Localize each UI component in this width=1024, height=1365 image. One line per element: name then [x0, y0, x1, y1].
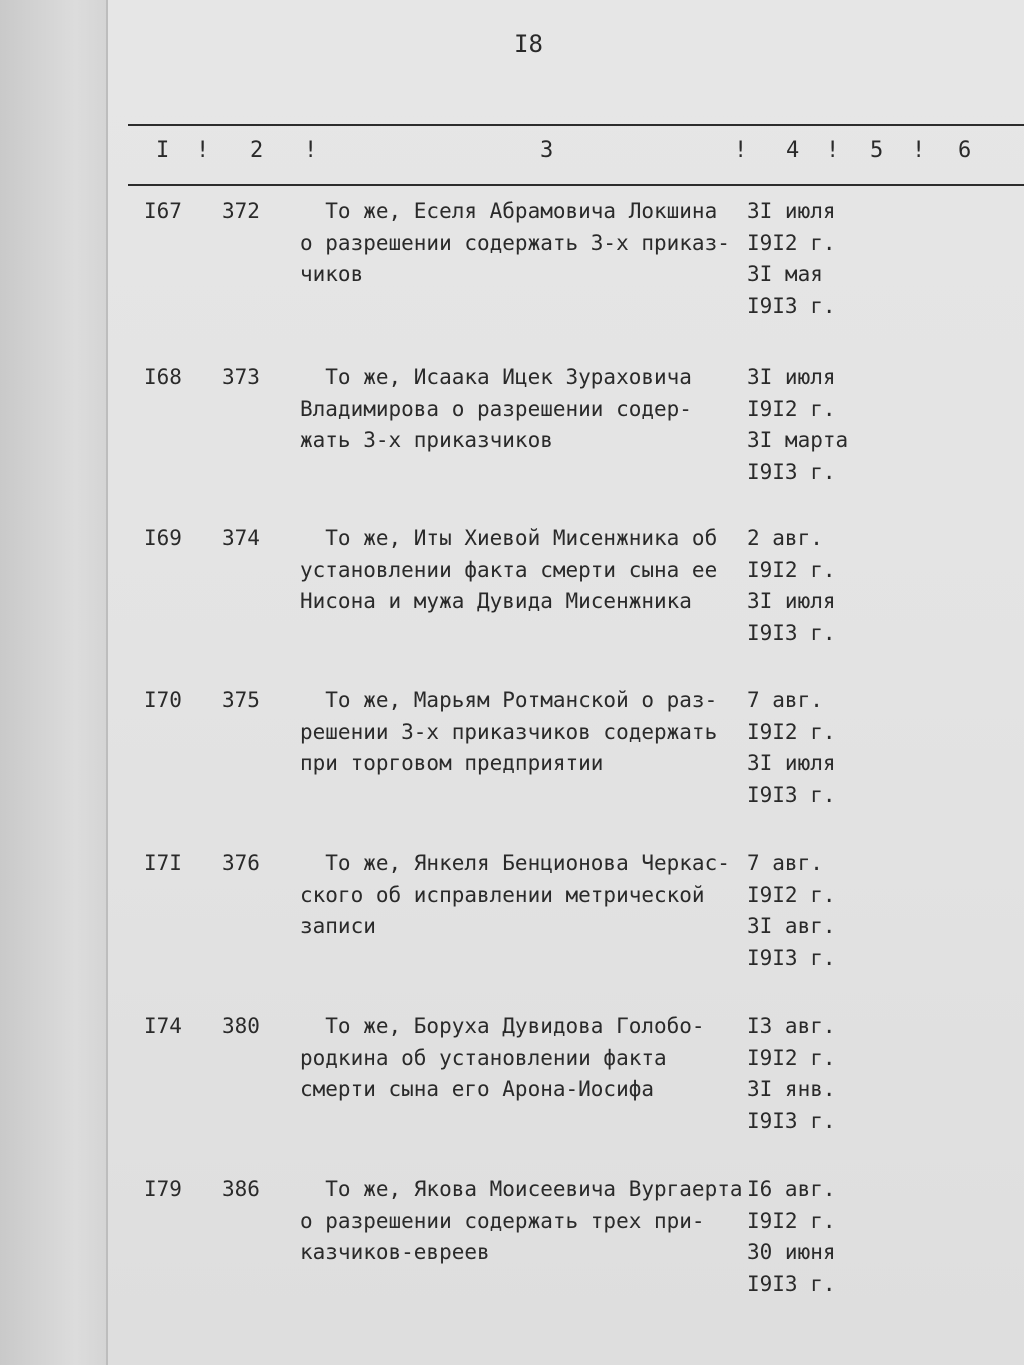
date-line: I3 авг.: [747, 1014, 836, 1038]
date-line: I9I3 г.: [747, 1108, 836, 1133]
row-description: [300, 523, 750, 618]
page-number: I8: [514, 30, 543, 58]
description-line: Владимирова о разрешении содер-: [300, 396, 692, 421]
table-row: [0, 685, 1024, 835]
description-line: Нисона и мужа Дувида Мисенжника: [300, 589, 692, 613]
row-description: [300, 1174, 750, 1269]
row-dates: [747, 196, 887, 322]
row-description: [300, 848, 750, 943]
description-line: казчиков-евреев: [300, 1240, 490, 1264]
description-line: То же, Янкеля Бенционова Черкас-: [300, 851, 730, 875]
table-row: [0, 362, 1024, 512]
date-line: I9I2 г.: [747, 396, 836, 421]
date-line: I6 авг.: [747, 1177, 836, 1201]
row-description: [300, 1011, 750, 1106]
row-number: I68: [144, 365, 182, 389]
date-line: 3I авг.: [747, 914, 836, 938]
table-header-top-rule: [128, 124, 1024, 126]
date-line: I9I3 г.: [747, 620, 836, 645]
header-col-6: 6: [958, 138, 972, 163]
row-number: I69: [144, 526, 182, 550]
date-line: 3I янв.: [747, 1077, 836, 1101]
description-line: о разрешении содержать 3-х приказ-: [300, 230, 730, 255]
date-line: 2 авг.: [747, 526, 823, 550]
description-line: То же, Иты Хиевой Мисенжника об: [300, 526, 718, 550]
date-line: I9I2 г.: [747, 1208, 836, 1233]
header-col-4: 4: [786, 138, 800, 163]
file-reference: 376: [222, 851, 260, 875]
date-line: I9I2 г.: [747, 230, 836, 255]
date-line: 3I июля: [747, 365, 836, 389]
date-line: 3I мая: [747, 262, 823, 286]
description-line: То же, Еселя Абрамовича Локшина: [300, 199, 718, 223]
description-line: То же, Марьям Ротманской о раз-: [300, 688, 718, 712]
date-line: 7 авг.: [747, 851, 823, 875]
description-line: То же, Якова Моисеевича Вургаерта: [300, 1177, 743, 1201]
row-number: I67: [144, 199, 182, 223]
date-line: I9I3 г.: [747, 782, 836, 807]
description-line: чиков: [300, 262, 364, 286]
header-separator: !: [734, 138, 748, 163]
date-line: I9I2 г.: [747, 557, 836, 582]
table-row: [0, 848, 1024, 998]
row-dates: [747, 1174, 887, 1300]
file-reference: 373: [222, 365, 260, 389]
description-line: родкина об установлении факта: [300, 1045, 667, 1070]
description-line: жать 3-х приказчиков: [300, 428, 553, 452]
header-separator: !: [196, 138, 210, 163]
row-dates: [747, 523, 887, 649]
row-number: I7I: [144, 851, 182, 875]
row-number: I79: [144, 1177, 182, 1201]
file-reference: 372: [222, 199, 260, 223]
table-row: [0, 1174, 1024, 1324]
table-row: [0, 196, 1024, 346]
header-col-1: I: [156, 138, 170, 163]
header-separator: !: [826, 138, 840, 163]
date-line: I9I2 г.: [747, 1045, 836, 1070]
row-number: I70: [144, 688, 182, 712]
date-line: I9I3 г.: [747, 945, 836, 970]
table-row: [0, 523, 1024, 673]
description-line: о разрешении содержать трех при-: [300, 1208, 705, 1233]
date-line: I9I2 г.: [747, 719, 836, 744]
row-description: [300, 196, 750, 291]
description-line: смерти сына его Арона-Иосифа: [300, 1077, 655, 1101]
date-line: I9I3 г.: [747, 459, 836, 484]
row-dates: [747, 848, 887, 974]
row-description: [300, 362, 750, 457]
file-reference: 374: [222, 526, 260, 550]
description-line: установлении факта смерти сына ее: [300, 557, 718, 582]
header-col-3: 3: [540, 138, 554, 163]
header-col-5: 5: [870, 138, 884, 163]
date-line: I9I3 г.: [747, 293, 836, 318]
date-line: 3I марта: [747, 428, 849, 452]
description-line: То же, Боруха Дувидова Голобо-: [300, 1014, 705, 1038]
date-line: 3I июля: [747, 751, 836, 775]
row-dates: [747, 1011, 887, 1137]
row-dates: [747, 362, 887, 488]
date-line: I9I2 г.: [747, 882, 836, 907]
table-row: [0, 1011, 1024, 1161]
header-separator: !: [912, 138, 926, 163]
date-line: I9I3 г.: [747, 1271, 836, 1296]
description-line: То же, Исаака Ицек Зураховича: [300, 365, 692, 389]
date-line: 7 авг.: [747, 688, 823, 712]
row-number: I74: [144, 1014, 182, 1038]
date-line: 3I июля: [747, 589, 836, 613]
description-line: решении 3-х приказчиков содержать: [300, 719, 718, 744]
description-line: при торговом предприятии: [300, 751, 604, 775]
file-reference: 386: [222, 1177, 260, 1201]
file-reference: 380: [222, 1014, 260, 1038]
description-line: ского об исправлении метрической: [300, 882, 705, 907]
date-line: 3I июля: [747, 199, 836, 223]
date-line: 30 июня: [747, 1240, 836, 1264]
row-description: [300, 685, 750, 780]
file-reference: 375: [222, 688, 260, 712]
row-dates: [747, 685, 887, 811]
table-header-bottom-rule: [128, 184, 1024, 186]
header-separator: !: [304, 138, 318, 163]
header-col-2: 2: [250, 138, 264, 163]
description-line: записи: [300, 914, 376, 938]
